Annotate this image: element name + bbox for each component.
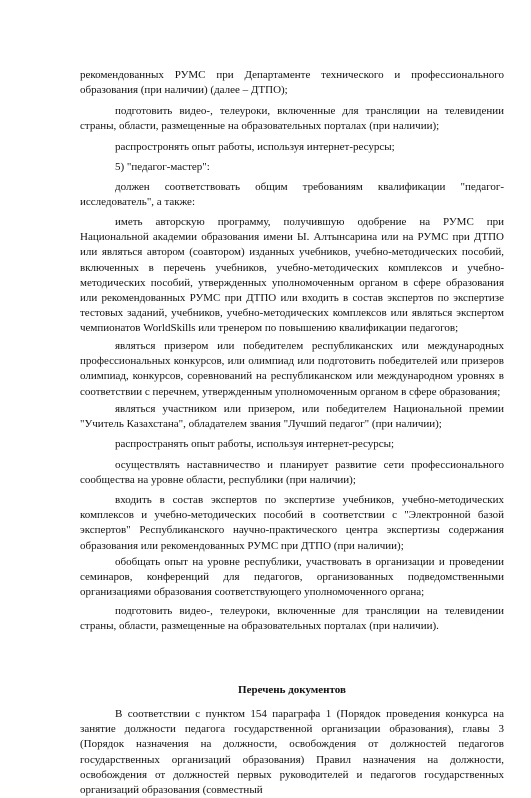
paragraph-general-requirements: должен соответствовать общим требованиям квалификации "педагог-исследователь", а также: — [80, 181, 504, 209]
paragraph-experts-textbooks: входить в состав экспертов по экспертизе учебников, учебно-методических комплексов и учебно-методических пособий в соответствии с "Электронной базой экспертов" Республиканского научно-практического центра экспертизы содержания образования или рекомендованных РУМС при ДТПО (при наличии); — [80, 494, 504, 552]
paragraph-teacher-master-heading: 5) "педагог-мастер": — [115, 161, 210, 173]
paragraph-share-experience-2: распространять опыт работы, используя интернет-ресурсы; — [115, 438, 395, 450]
paragraph-national-prize: являться участником или призером, или победителем Национальной премии "Учитель Казахстана", обладателем звания "Лучший педагог" (при наличии); — [80, 403, 504, 431]
paragraph-rums-dtpo: рекомендованных РУМС при Департаменте технического и профессионального образования (при наличии) (далее – ДТПО); — [80, 69, 504, 97]
paragraph-mentoring: осуществлять наставничество и планирует развитие сети профессионального сообщества на уровне области, республики (при наличии); — [80, 459, 504, 487]
paragraph-share-experience-1: распростронять опыт работы, используя интернет-ресурсы; — [115, 141, 395, 153]
paragraph-documents-intro: В соответствии с пунктом 154 параграфа 1 (Порядок проведения конкурса на занятие должности педагога государственной организации образования), главы 3 (Порядок назначения на должности, освобождения от должностей педагогов государственных организаций образования) Правил назначения на должности, освобождения от должностей первых руководителей и педагогов государственных организаций образования (совместный — [80, 708, 504, 797]
paragraph-author-program: иметь авторскую программу, получившую одобрение на РУМС при Национальной академии образования имени Ы. Алтынсарина или на РУМС при ДТПО или являться автором (соавтором) изданных учебников, учебно-методических пособий, включенных в перечень учебников, учебно-методических комплексов и учебно-методических пособий, утвержденных уполномоченным органом в сфере образования или рекомендованных РУМС при ДТПО или входить в состав экспертов по экспертизе тестовых заданий, учебников, учебно-методических комплексов или являться экспертом чемпионатов WorldSkills или тренером по повышению квалификации педагогов; — [80, 216, 504, 335]
paragraph-generalize-experience: обобщать опыт на уровне республики, участвовать в организации и проведении семинаров, конференций для педагогов, организованных подведомственными организациями образования соответствующего уполномоченного органа; — [80, 556, 504, 599]
paragraph-video-lessons-2: подготовить видео-, телеуроки, включенные для трансляции на телевидении страны, области, размещенные на образовательных порталах (при наличии). — [80, 605, 504, 633]
paragraph-video-lessons-1: подготовить видео-, телеуроки, включенные для трансляции на телевидении страны, области, размещенные на образовательных порталах (при наличии); — [80, 105, 504, 133]
paragraph-competition-winner: являться призером или победителем республиканских или международных профессиональных конкурсов, или олимпиад или подготовить победителей или призеров олимпиад, конкурсов, соревнований на республиканском или международном уровнях в соответствии с перечнем, утвержденным уполномоченным органом в сфере образования; — [80, 340, 504, 398]
section-title-documents: Перечень документов — [238, 684, 346, 696]
